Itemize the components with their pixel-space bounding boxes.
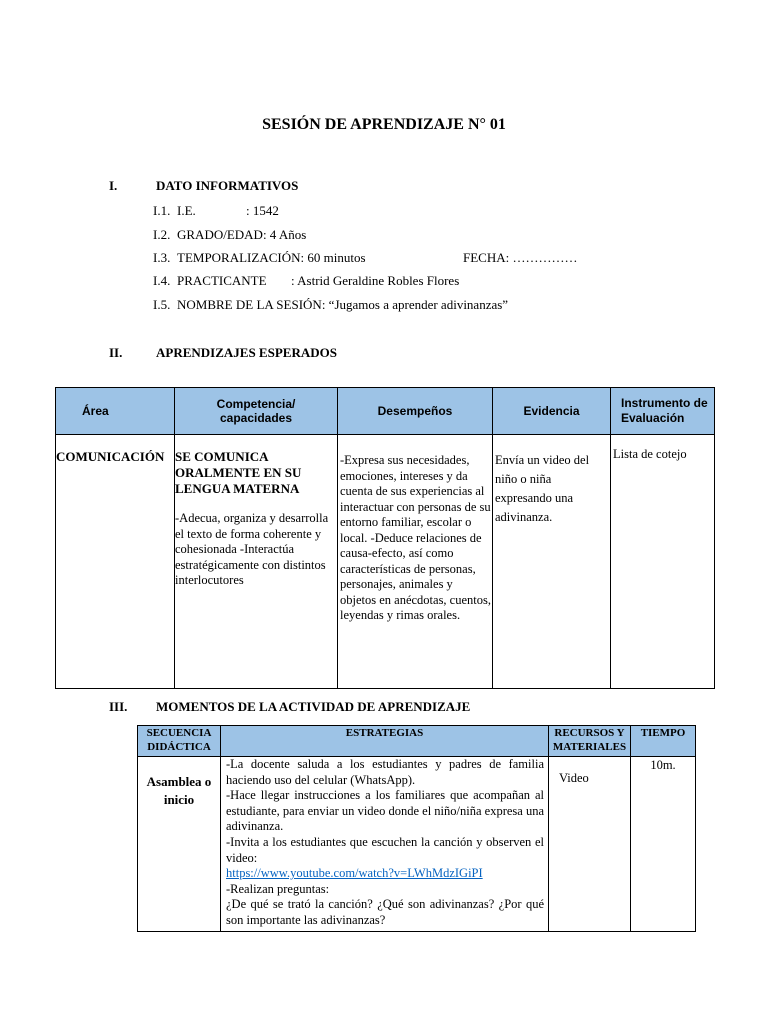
estrategia-instrucciones: -Hace llegar instrucciones a los familiares que acompañan al estudiante, para enviar un video donde el niño/niña expresa una adivinanza. (226, 788, 544, 834)
table-row (56, 435, 715, 689)
area-cell: COMUNICACIÓN (56, 435, 175, 689)
youtube-link[interactable]: https://www.youtube.com/watch?v=LWhMdzIGiPI (226, 866, 483, 881)
tiempo-cell: 10m. (631, 757, 696, 932)
section-1-title: DATO INFORMATIVOS (156, 178, 299, 193)
header-competencia: Competencia/ capacidades (175, 388, 338, 435)
header-desempenos: Desempeños (338, 388, 493, 435)
instrumento-cell: Lista de cotejo (611, 435, 715, 689)
header-area: Área (56, 388, 175, 435)
estrategia-preguntas-texto: ¿De qué se trató la canción? ¿Qué son adivinanzas? ¿Por qué son importante las adivinanzas? (226, 897, 544, 927)
fecha-field: FECHA: …………… (463, 250, 578, 265)
recursos-cell: Video (549, 757, 631, 932)
estrategia-preguntas: -Realizan preguntas: (226, 881, 330, 896)
momentos-table (137, 725, 696, 932)
info-item-practicante: I.4. PRACTICANTE : Astrid Geraldine Robles Flores (153, 273, 460, 288)
page-title: SESIÓN DE APRENDIZAJE N° 01 (262, 116, 506, 133)
evidencia-cell: Envía un video del niño o niña expresando una adivinanza. (493, 435, 611, 689)
competencia-cell (175, 435, 338, 689)
competencia-title: SE COMUNICA ORALMENTE EN SU LENGUA MATERNA (175, 449, 302, 496)
section-3-number: III. (109, 699, 128, 714)
header-instrumento: Instrumento de Evaluación (611, 388, 715, 435)
table-header-row (138, 726, 696, 757)
desempenos-cell: -Expresa sus necesidades, emociones, intereses y da cuenta de sus experiencias al interactuar con personas de su entorno familiar, escolar o local. -Deduce relaciones de causa-efecto, así como características de personas, personajes, animales y objetos en anécdotas, cuentos, leyendas y rimas orales. (338, 435, 493, 689)
table-header-row (56, 388, 715, 435)
info-item-nombre-sesion: I.5. NOMBRE DE LA SESIÓN: “Jugamos a aprender adivinanzas” (153, 297, 509, 312)
secuencia-cell: Asamblea o inicio (138, 757, 221, 932)
header-estrategias: ESTRATEGIAS (221, 726, 549, 757)
info-item-grado: I.2. GRADO/EDAD: 4 Años (153, 227, 307, 242)
header-tiempo: TIEMPO (631, 726, 696, 757)
info-item-ie: I.1. I.E. : 1542 (153, 203, 279, 218)
estrategia-invita: -Invita a los estudiantes que escuchen la canción y observen el video: (226, 834, 544, 865)
section-2-number: II. (109, 345, 123, 360)
capacidades-text: -Adecua, organiza y desarrolla el texto de forma coherente y cohesionada -Interactúa estratégicamente con distintos interlocutores (175, 511, 329, 587)
header-secuencia: SECUENCIA DIDÁCTICA (138, 726, 221, 757)
aprendizajes-table (55, 387, 715, 689)
header-recursos: RECURSOS Y MATERIALES (549, 726, 631, 757)
estrategia-saludo: -La docente saluda a los estudiantes y padres de familia haciendo uso del celular (WhatsApp). (226, 757, 544, 787)
table-row (138, 757, 696, 932)
info-item-temporalizacion: I.3. TEMPORALIZACIÓN: 60 minutos FECHA: …………… (153, 250, 578, 265)
estrategias-cell (221, 757, 549, 932)
section-1-number: I. (109, 178, 118, 193)
section-3-title: MOMENTOS DE LA ACTIVIDAD DE APRENDIZAJE (156, 699, 471, 714)
section-2-title: APRENDIZAJES ESPERADOS (156, 345, 337, 360)
header-evidencia: Evidencia (493, 388, 611, 435)
